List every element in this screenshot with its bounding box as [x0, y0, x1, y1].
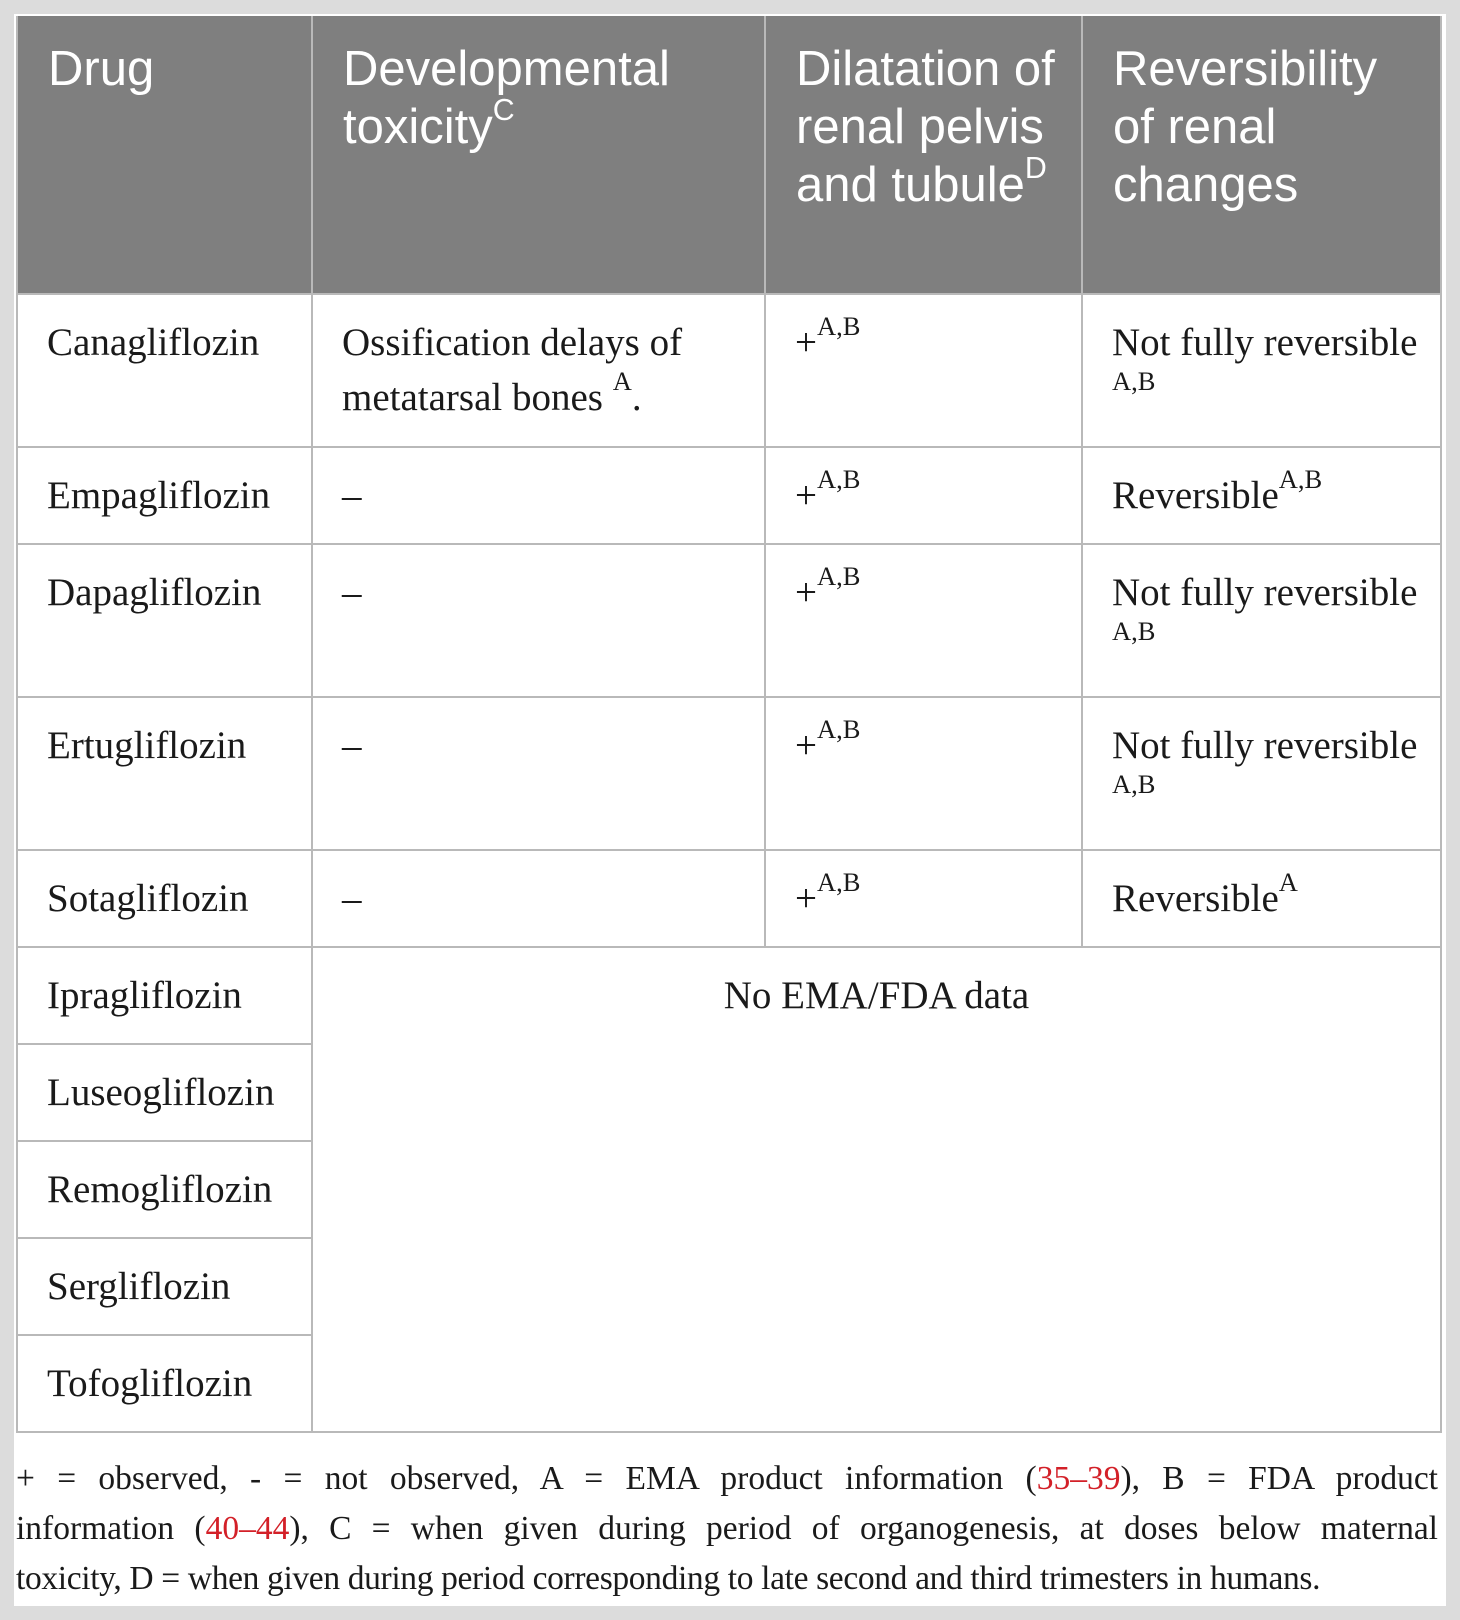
footnote-marker: A,B [1112, 366, 1156, 397]
dilatation-cell: +$^{A,B}$ [765, 294, 1082, 447]
table-row [17, 697, 1441, 850]
drug-cell: Luseogliflozin [17, 1044, 312, 1141]
reversibility-cell: Not fully reversible $^{A,B}$ [1082, 544, 1441, 697]
table-row [17, 544, 1441, 697]
drug-cell: Dapagliflozin [17, 544, 312, 697]
header-footnote-marker: D [1024, 151, 1047, 186]
drug-cell: Sotagliflozin [17, 850, 312, 947]
reversibility-cell: Not fully reversible $^{A,B}$ [1082, 697, 1441, 850]
drug-cell: Canagliflozin [17, 294, 312, 447]
table-row [17, 447, 1441, 544]
table-footnote [16, 1454, 1438, 1604]
footnote-marker: A,B [817, 714, 861, 745]
developmental-toxicity-cell: – [312, 697, 765, 850]
table-row [17, 294, 1441, 447]
footnote-marker: A [612, 366, 632, 397]
reference-link[interactable]: 40–44 [205, 1510, 290, 1547]
dilatation-cell: +$^{A,B}$ [765, 850, 1082, 947]
drug-cell: Ertugliflozin [17, 697, 312, 850]
header-dilatation: Dilatation of renal pelvis and tubule$^D$ [765, 16, 1082, 294]
footnote-line: information (40–44), C = when given during period of organogenesis, at doses below maternal [16, 1510, 1438, 1547]
footnote-marker: A,B [817, 464, 861, 495]
no-data-cell: No EMA/FDA data [312, 947, 1441, 1432]
drug-cell: Sergliflozin [17, 1238, 312, 1335]
dilatation-cell: +$^{A,B}$ [765, 544, 1082, 697]
footnote-marker: A [1278, 867, 1298, 898]
footnote-marker: A,B [817, 561, 861, 592]
header-reversibility: Reversibility of renal changes [1082, 16, 1441, 294]
reversibility-cell: Reversible$^A$ [1082, 850, 1441, 947]
drug-cell: Remogliflozin [17, 1141, 312, 1238]
drug-cell: Empagliflozin [17, 447, 312, 544]
dilatation-cell: +$^{A,B}$ [765, 697, 1082, 850]
table-row [17, 850, 1441, 947]
footnote-line: + = observed, - = not observed, A = EMA product information (35–39), B = FDA product [16, 1460, 1438, 1497]
footnote-marker: A,B [1112, 769, 1156, 800]
header-footnote-marker: C [492, 93, 515, 128]
footnote-marker: A,B [817, 867, 861, 898]
toxicity-table [16, 16, 1442, 1433]
drug-cell: Ipragliflozin [17, 947, 312, 1044]
developmental-toxicity-cell: Ossification delays of metatarsal bones $^A$. [312, 294, 765, 447]
table-header-row [17, 16, 1441, 294]
footnote-marker: A,B [1112, 616, 1156, 647]
header-developmental-toxicity: Developmental toxicity$^C$ [312, 16, 765, 294]
footnote-line: toxicity, D = when given during period corresponding to late second and third trimesters in humans. [16, 1560, 1321, 1597]
table-frame [14, 14, 1446, 1606]
header-drug: Drug [17, 16, 312, 294]
reversibility-cell: Not fully reversible $^{A,B}$ [1082, 294, 1441, 447]
dilatation-cell: +$^{A,B}$ [765, 447, 1082, 544]
reference-link[interactable]: 35–39 [1036, 1460, 1121, 1497]
developmental-toxicity-cell: – [312, 544, 765, 697]
developmental-toxicity-cell: – [312, 850, 765, 947]
footnote-marker: A,B [817, 311, 861, 342]
developmental-toxicity-cell: – [312, 447, 765, 544]
footnote-marker: A,B [1278, 464, 1323, 495]
drug-cell: Tofogliflozin [17, 1335, 312, 1432]
table-row [17, 947, 1441, 1044]
reversibility-cell: Reversible$^{A,B}$ [1082, 447, 1441, 544]
